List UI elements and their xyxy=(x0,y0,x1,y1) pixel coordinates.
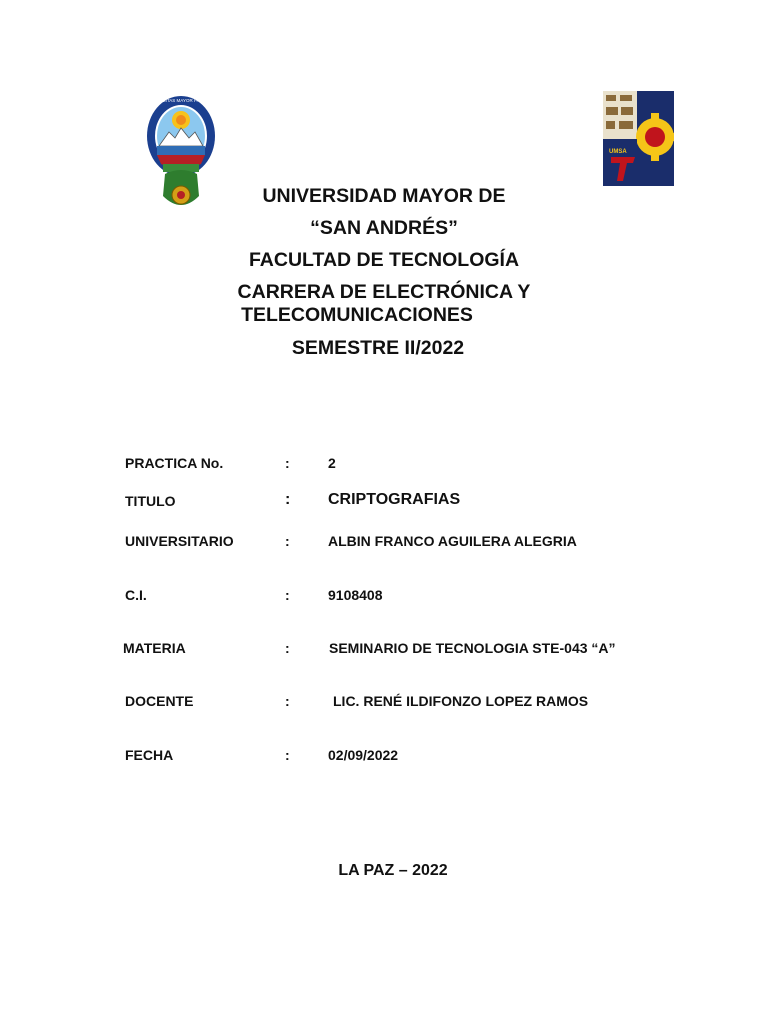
field-value-docente: LIC. RENÉ ILDIFONZO LOPEZ RAMOS xyxy=(333,693,589,709)
place-and-year: LA PAZ – 2022 xyxy=(338,862,448,879)
semester: SEMESTRE II/2022 xyxy=(291,337,465,359)
career-name-line1: CARRERA DE ELECTRÓNICA Y xyxy=(237,281,531,303)
field-colon-docente: : xyxy=(285,693,290,709)
faculty-name: FACULTAD DE TECNOLOGÍA xyxy=(248,249,520,271)
field-value-titulo: CRIPTOGRAFIAS xyxy=(328,491,461,508)
field-value-ci: 9108408 xyxy=(328,587,383,603)
field-value-universitario: ALBIN FRANCO AGUILERA ALEGRIA xyxy=(328,533,577,549)
faculty-logo xyxy=(603,91,674,186)
field-label-ci: C.I. xyxy=(125,587,147,603)
field-value-fecha: 02/09/2022 xyxy=(328,747,399,763)
university-name-line2: “SAN ANDRÉS” xyxy=(310,217,458,239)
field-label-docente: DOCENTE xyxy=(125,693,194,709)
field-value-practica: 2 xyxy=(328,455,336,471)
field-colon-practica: : xyxy=(285,455,290,471)
field-value-materia: SEMINARIO DE TECNOLOGIA STE-043 “A” xyxy=(329,640,616,656)
field-label-materia: MATERIA xyxy=(123,640,186,656)
field-label-titulo: TITULO xyxy=(125,493,176,509)
career-name-line2: TELECOMUNICACIONES xyxy=(241,304,473,326)
field-label-universitario: UNIVERSITARIO xyxy=(125,533,234,549)
field-colon-titulo: : xyxy=(285,491,291,508)
field-colon-ci: : xyxy=(285,587,290,603)
field-label-practica: PRACTICA No. xyxy=(125,455,224,471)
field-colon-universitario: : xyxy=(285,533,290,549)
svg-text:UMSA: UMSA xyxy=(609,149,627,155)
university-name-line1: UNIVERSIDAD MAYOR DE xyxy=(262,185,506,207)
seal-lettering: UNIVERSITAS MAYOR PACENSIS xyxy=(145,98,217,103)
field-colon-materia: : xyxy=(285,640,290,656)
field-colon-fecha: : xyxy=(285,747,290,763)
field-label-fecha: FECHA xyxy=(125,747,174,763)
